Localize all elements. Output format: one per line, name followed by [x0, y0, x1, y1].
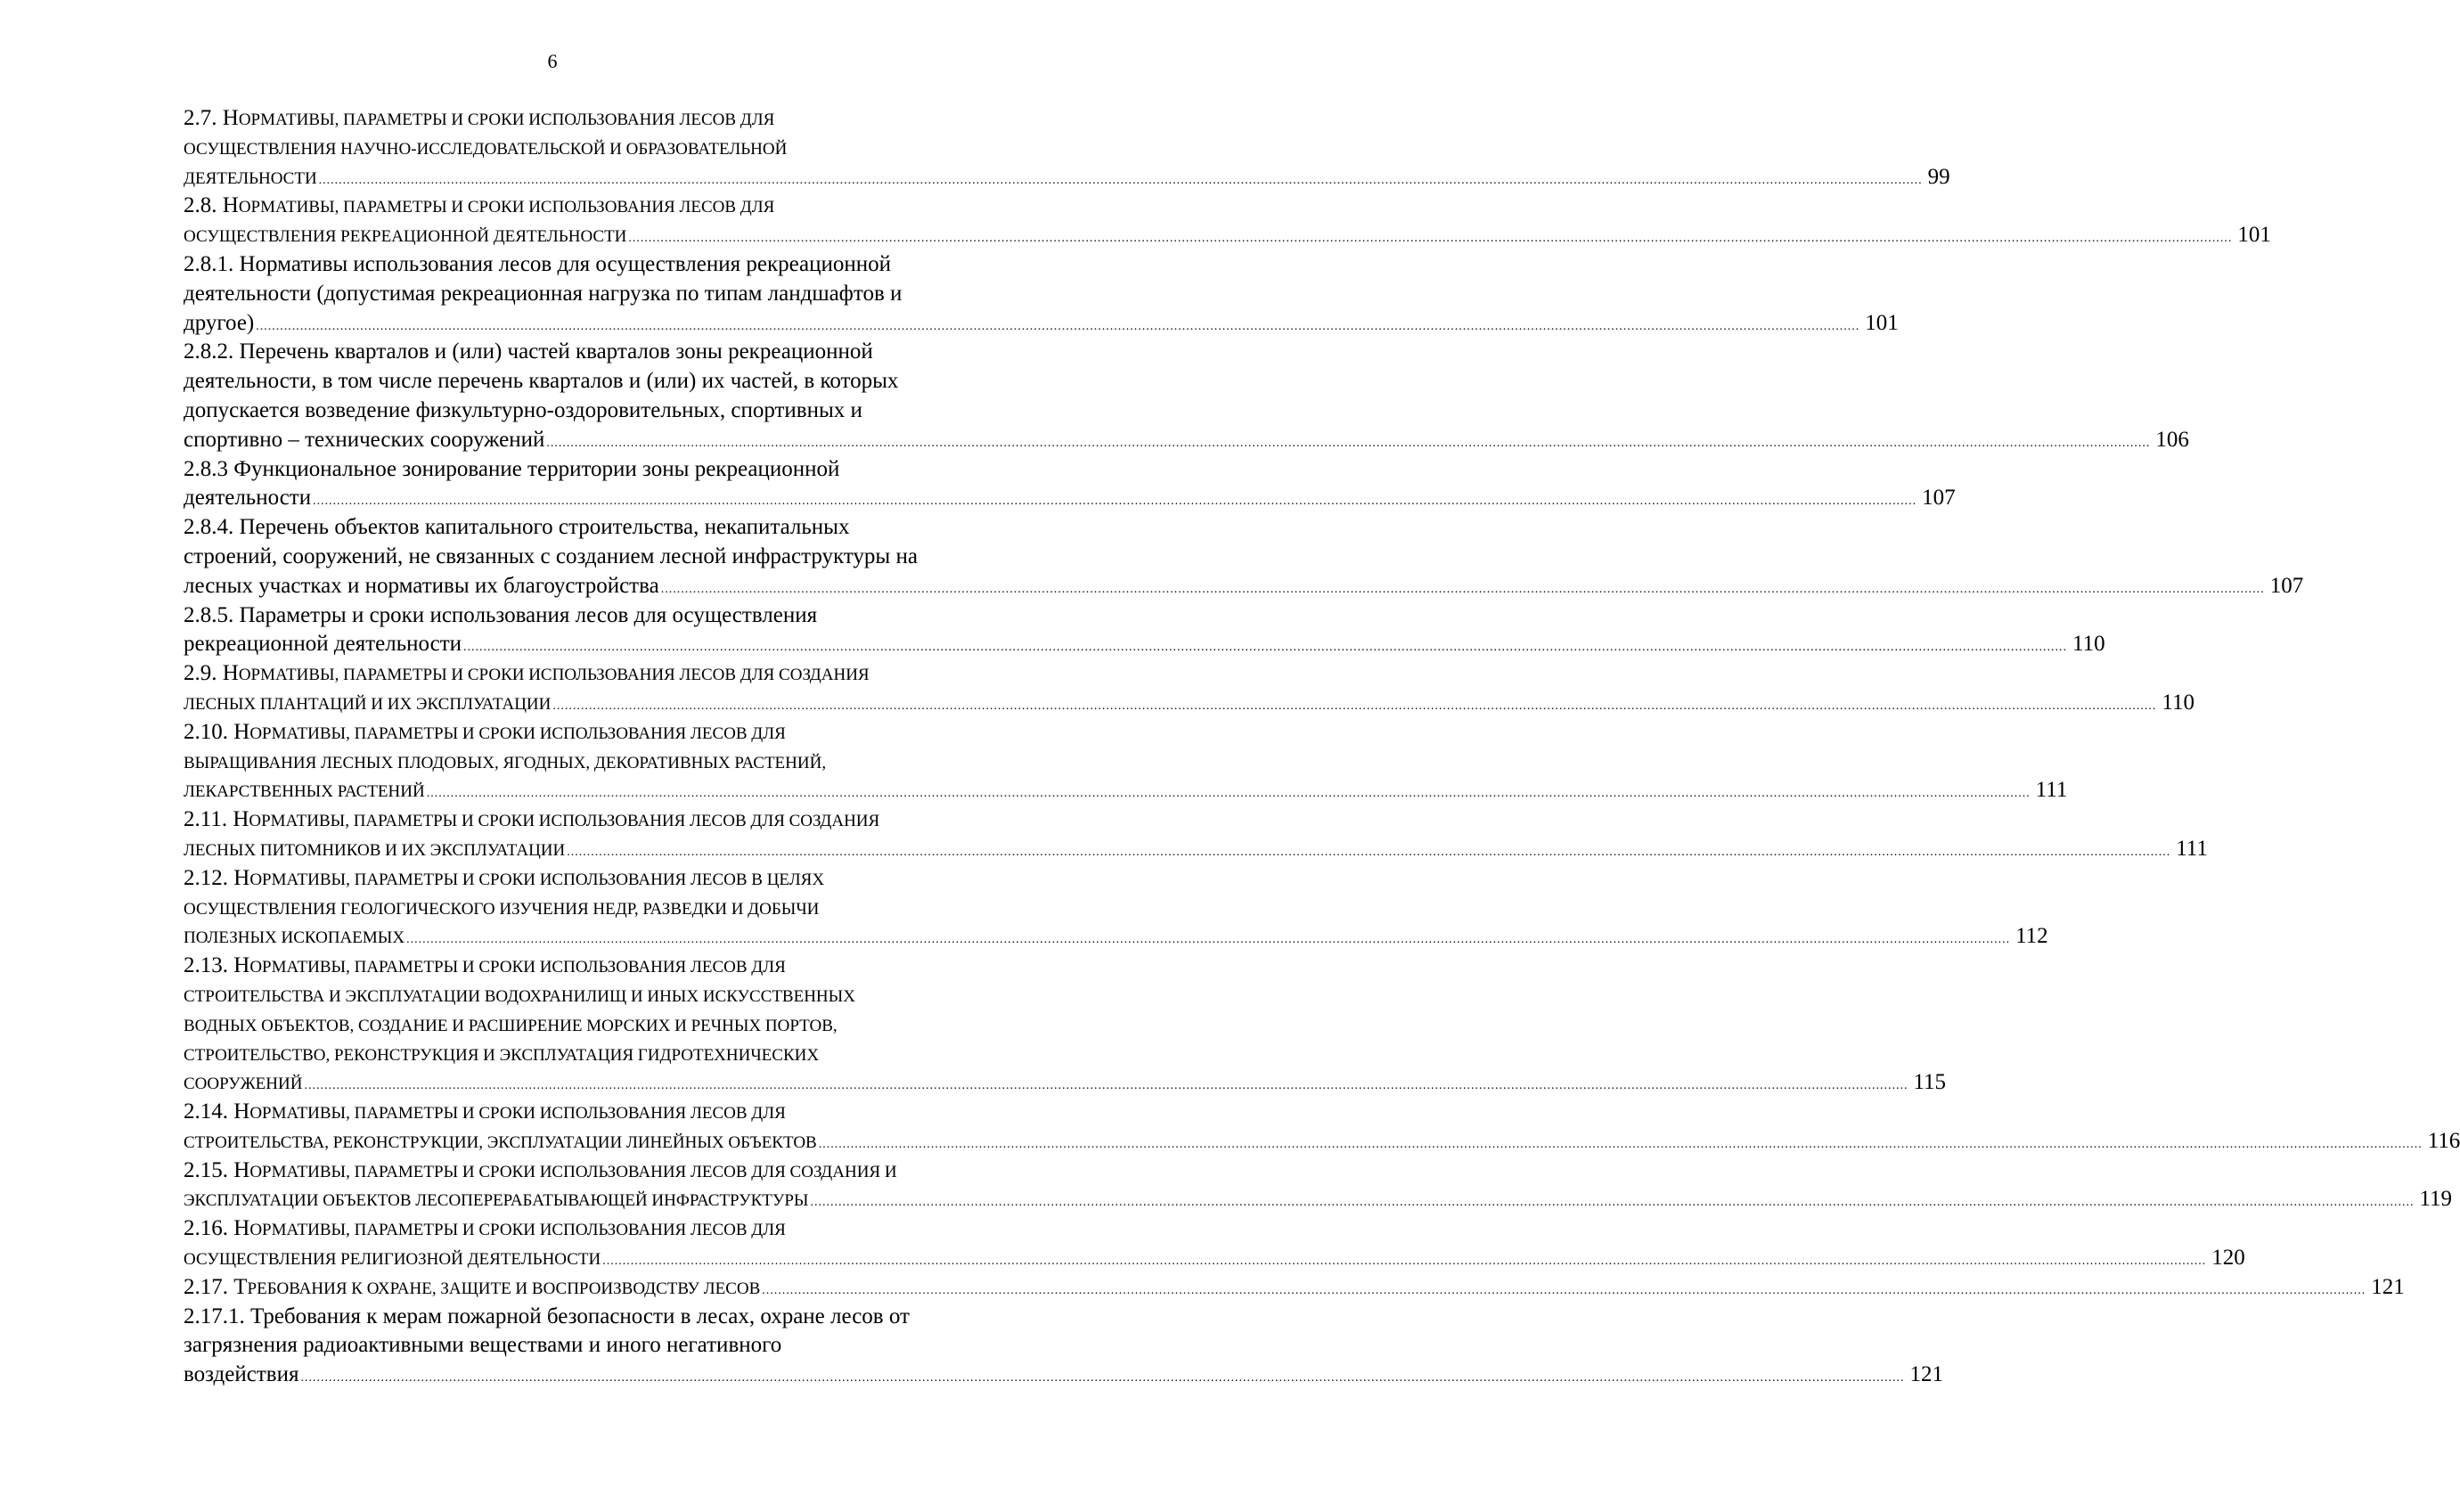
toc-entry-text: СТРОИТЕЛЬСТВО, РЕКОНСТРУКЦИЯ И ЭКСПЛУАТАЦИЯ ГИДРОТЕХНИЧЕСКИХ [184, 1045, 820, 1065]
dot-leader: ................................................................................................................................................................................................................................................................................................................................................................................................................ [300, 1371, 1905, 1385]
toc-page-number: 112 [2015, 924, 2048, 949]
toc-entry-text: 2.15. НОРМАТИВЫ, ПАРАМЕТРЫ И СРОКИ ИСПОЛЬЗОВАНИЯ ЛЕСОВ ДЛЯ СОЗДАНИЯ И [184, 1157, 897, 1182]
toc-entry [184, 601, 2105, 660]
toc-entry-text: 2.9. НОРМАТИВЫ, ПАРАМЕТРЫ И СРОКИ ИСПОЛЬЗОВАНИЯ ЛЕСОВ ДЛЯ СОЗДАНИЯ [184, 661, 870, 686]
toc-entry-text: спортивно – технических сооружений [184, 427, 545, 452]
dot-leader: ................................................................................................................................................................................................................................................................................................................................................................................................................ [304, 1079, 1908, 1093]
toc-entry-text: 2.7. НОРМАТИВЫ, ПАРАМЕТРЫ И СРОКИ ИСПОЛЬЗОВАНИЯ ЛЕСОВ ДЛЯ [184, 106, 775, 130]
toc-entry-line [184, 250, 1030, 280]
toc-entry-text: 2.14. НОРМАТИВЫ, ПАРАМЕТРЫ И СРОКИ ИСПОЛЬЗОВАНИЯ ЛЕСОВ ДЛЯ [184, 1099, 786, 1124]
toc-entry-line [184, 309, 1899, 339]
toc-entry-line [184, 367, 1030, 396]
toc-entry-line [184, 104, 1030, 134]
toc-entry-text: ПОЛЕЗНЫХ ИСКОПАЕМЫХ [184, 928, 405, 948]
toc-entry-text: 2.17.1. Требования к мерам пожарной безопасности в лесах, охране лесов от [184, 1304, 910, 1328]
toc-page-number: 111 [2176, 836, 2208, 861]
toc-entry-line [184, 689, 2194, 718]
toc-entry-line [184, 1156, 1030, 1186]
toc-page-number: 101 [1865, 310, 1899, 335]
toc-page-number: 107 [1922, 486, 1956, 511]
toc-entry-text: рекреационной деятельности [184, 632, 462, 657]
toc-entry-line [184, 338, 1030, 367]
toc-page-number: 116 [2427, 1128, 2460, 1153]
dot-leader: ................................................................................................................................................................................................................................................................................................................................................................................................................ [546, 436, 2151, 450]
toc-entry-line [184, 981, 1030, 1010]
toc-entry-text: ВЫРАЩИВАНИЯ ЛЕСНЫХ ПЛОДОВЫХ, ЯГОДНЫХ, ДЕКОРАТИВНЫХ РАСТЕНИЙ, [184, 753, 827, 772]
toc-entry-line [184, 1361, 1943, 1390]
toc-entry-text: допускается возведение физкультурно-оздоровительных, спортивных и [184, 397, 862, 422]
toc-entry-line [184, 776, 2068, 805]
toc-entry-line [184, 484, 1956, 513]
toc-entry-line [184, 864, 1030, 894]
toc-entry-line [184, 1040, 1030, 1069]
toc-entry-text: 2.12. НОРМАТИВЫ, ПАРАМЕТРЫ И СРОКИ ИСПОЛЬЗОВАНИЯ ЛЕСОВ В ЦЕЛЯХ [184, 865, 825, 890]
toc-page-number: 119 [2419, 1187, 2453, 1212]
toc-entry [184, 513, 2304, 601]
toc-page-number: 101 [2237, 223, 2271, 248]
dot-leader: ................................................................................................................................................................................................................................................................................................................................................................................................................ [313, 494, 1917, 509]
toc-entry-line [184, 659, 1030, 689]
dot-leader: ................................................................................................................................................................................................................................................................................................................................................................................................................ [256, 319, 1860, 333]
toc-entry-text: 2.8. НОРМАТИВЫ, ПАРАМЕТРЫ И СРОКИ ИСПОЛЬЗОВАНИЯ ЛЕСОВ ДЛЯ [184, 193, 775, 218]
toc-entry-line [184, 1127, 2460, 1156]
toc-entry-text: ОСУЩЕСТВЛЕНИЯ РЕКРЕАЦИОННОЙ ДЕЯТЕЛЬНОСТИ [184, 227, 627, 247]
toc-entry-line [184, 221, 2271, 250]
toc-entry-line [184, 952, 1030, 981]
toc-entry-text: ВОДНЫХ ОБЪЕКТОВ, СОЗДАНИЕ И РАСШИРЕНИЕ МОРСКИХ И РЕЧНЫХ ПОРТОВ, [184, 1016, 838, 1035]
toc-entry-text: 2.8.1. Нормативы использования лесов для осуществления рекреационной [184, 251, 891, 276]
toc-entry-line [184, 1273, 2405, 1303]
toc-entry-text: СООРУЖЕНИЙ [184, 1075, 303, 1094]
toc-entry-text: 2.10. НОРМАТИВЫ, ПАРАМЕТРЫ И СРОКИ ИСПОЛЬЗОВАНИЯ ЛЕСОВ ДЛЯ [184, 719, 786, 744]
toc-entry-line [184, 1098, 1030, 1127]
toc-entry-text: СТРОИТЕЛЬСТВА, РЕКОНСТРУКЦИИ, ЭКСПЛУАТАЦИИ ЛИНЕЙНЫХ ОБЪЕКТОВ [184, 1132, 817, 1152]
toc-entry-text: 2.8.4. Перечень объектов капитального строительства, некапитальных [184, 515, 850, 540]
toc-entry-text: ЛЕСНЫХ ПИТОМНИКОВ И ИХ ЭКСПЛУАТАЦИИ [184, 840, 566, 860]
toc-entry-line [184, 835, 2208, 864]
toc-entry-line [184, 513, 1030, 543]
toc-entry [184, 1098, 2460, 1156]
toc-entry-text: 2.8.2. Перечень кварталов и (или) частей кварталов зоны рекреационной [184, 339, 873, 364]
toc-entry-line [184, 396, 1030, 426]
toc-entry-text: 2.11. НОРМАТИВЫ, ПАРАМЕТРЫ И СРОКИ ИСПОЛЬЗОВАНИЯ ЛЕСОВ ДЛЯ СОЗДАНИЯ [184, 807, 880, 832]
page-number: 6 [547, 50, 558, 72]
toc-entry-line [184, 1331, 1030, 1361]
toc-entry [184, 805, 2208, 864]
dot-leader: ................................................................................................................................................................................................................................................................................................................................................................................................................ [463, 641, 2067, 655]
toc-page-number: 120 [2211, 1246, 2245, 1271]
toc-entry-line [184, 572, 2304, 601]
toc-entry-text: деятельности (допустимая рекреационная нагрузка по типам ландшафтов и [184, 281, 903, 306]
toc-entry-text: 2.8.5. Параметры и сроки использования лесов для осуществления [184, 602, 818, 627]
toc-entry [184, 659, 2194, 718]
toc-entry-text: 2.13. НОРМАТИВЫ, ПАРАМЕТРЫ И СРОКИ ИСПОЛЬЗОВАНИЯ ЛЕСОВ ДЛЯ [184, 953, 786, 978]
toc-entry-line [184, 630, 2105, 659]
toc-entry [184, 104, 1950, 192]
toc-entry-text: ОСУЩЕСТВЛЕНИЯ РЕЛИГИОЗНОЙ ДЕЯТЕЛЬНОСТИ [184, 1250, 601, 1270]
toc-entry-text: ДЕЯТЕЛЬНОСТИ [184, 168, 317, 188]
toc-entry-text: 2.17. ТРЕБОВАНИЯ К ОХРАНЕ, ЗАЩИТЕ И ВОСПРОИЗВОДСТВУ ЛЕСОВ [184, 1274, 761, 1299]
toc-entry [184, 250, 1899, 338]
toc-page-number: 121 [2371, 1274, 2405, 1299]
toc-entry-line [184, 134, 1030, 163]
toc-page-number: 106 [2155, 427, 2189, 452]
table-of-contents [184, 104, 2460, 1390]
dot-leader: ................................................................................................................................................................................................................................................................................................................................................................................................................ [318, 173, 1923, 187]
toc-entry-line [184, 280, 1030, 309]
toc-entry-text: деятельности, в том числе перечень кварталов и (или) их частей, в которых [184, 369, 899, 394]
dot-leader: ................................................................................................................................................................................................................................................................................................................................................................................................................ [762, 1283, 2366, 1297]
toc-entry-text: строений, сооружений, не связанных с созданием лесной инфраструктуры на [184, 544, 918, 568]
toc-entry-text: другое) [184, 310, 255, 335]
dot-leader: ................................................................................................................................................................................................................................................................................................................................................................................................................ [567, 845, 2171, 859]
toc-entry [184, 1273, 2405, 1303]
toc-entry-line [184, 1214, 1030, 1244]
toc-entry-line [184, 455, 1030, 485]
toc-page-number: 110 [2072, 632, 2105, 657]
toc-entry [184, 1214, 2245, 1273]
toc-entry-line [184, 894, 1030, 923]
toc-entry [184, 864, 2048, 952]
toc-entry-text: ЛЕСНЫХ ПЛАНТАЦИЙ И ИХ ЭКСПЛУАТАЦИИ [184, 694, 552, 714]
toc-entry-line [184, 922, 2048, 952]
dot-leader: ................................................................................................................................................................................................................................................................................................................................................................................................................ [818, 1137, 2423, 1151]
toc-entry-text: 2.16. НОРМАТИВЫ, ПАРАМЕТРЫ И СРОКИ ИСПОЛЬЗОВАНИЯ ЛЕСОВ ДЛЯ [184, 1216, 786, 1241]
toc-page-number: 107 [2269, 573, 2304, 598]
toc-entry-line [184, 805, 1030, 835]
dot-leader: ................................................................................................................................................................................................................................................................................................................................................................................................................ [426, 787, 2031, 801]
toc-page-number: 115 [1913, 1070, 1947, 1095]
toc-entry [184, 192, 2271, 250]
dot-leader: ................................................................................................................................................................................................................................................................................................................................................................................................................ [628, 232, 2233, 246]
toc-entry-text: ОСУЩЕСТВЛЕНИЯ НАУЧНО-ИССЛЕДОВАТЕЛЬСКОЙ И ОБРАЗОВАТЕЛЬНОЙ [184, 139, 788, 159]
toc-entry [184, 952, 1947, 1098]
toc-entry [184, 1156, 2453, 1215]
dot-leader: ................................................................................................................................................................................................................................................................................................................................................................................................................ [602, 1255, 2207, 1269]
toc-entry-text: лесных участках и нормативы их благоустройства [184, 573, 659, 598]
toc-entry-line [184, 1185, 2453, 1214]
toc-entry-text: СТРОИТЕЛЬСТВА И ЭКСПЛУАТАЦИИ ВОДОХРАНИЛИЩ И ИНЫХ ИСКУССТВЕННЫХ [184, 986, 855, 1006]
toc-entry-text: ЭКСПЛУАТАЦИИ ОБЪЕКТОВ ЛЕСОПЕРЕРАБАТЫВАЮЩЕЙ ИНФРАСТРУКТУРЫ [184, 1191, 809, 1211]
toc-entry-text: ОСУЩЕСТВЛЕНИЯ ГЕОЛОГИЧЕСКОГО ИЗУЧЕНИЯ НЕДР, РАЗВЕДКИ И ДОБЫЧИ [184, 899, 820, 919]
toc-entry-line [184, 1010, 1030, 1040]
toc-entry-text: 2.8.3 Функциональное зонирование территории зоны рекреационной [184, 456, 840, 481]
toc-entry-text: загрязнения радиоактивными веществами и иного негативного [184, 1333, 782, 1358]
toc-entry [184, 455, 1956, 514]
toc-entry-text: деятельности [184, 486, 312, 511]
toc-entry-line [184, 543, 1030, 572]
toc-entry-line [184, 426, 2189, 455]
toc-entry [184, 718, 2068, 805]
dot-leader: ................................................................................................................................................................................................................................................................................................................................................................................................................ [810, 1196, 2415, 1210]
dot-leader: ................................................................................................................................................................................................................................................................................................................................................................................................................ [406, 933, 2011, 947]
toc-entry-line [184, 1068, 1947, 1098]
toc-entry [184, 338, 2189, 454]
toc-entry-text: воздействия [184, 1362, 299, 1387]
dot-leader: ................................................................................................................................................................................................................................................................................................................................................................................................................ [660, 582, 2265, 596]
toc-entry-line [184, 718, 1030, 748]
toc-entry-line [184, 192, 1030, 221]
toc-entry-line [184, 1303, 1030, 1332]
toc-page-number: 99 [1927, 164, 1950, 189]
toc-page-number: 110 [2162, 690, 2194, 715]
toc-page-number: 121 [1909, 1362, 1943, 1387]
toc-entry-line [184, 1244, 2245, 1273]
toc-entry-line [184, 601, 1030, 631]
toc-entry-line [184, 163, 1950, 192]
toc-page-number: 111 [2035, 778, 2068, 803]
toc-entry-line [184, 748, 1030, 777]
toc-entry-text: ЛЕКАРСТВЕННЫХ РАСТЕНИЙ [184, 782, 425, 802]
toc-entry [184, 1303, 1943, 1390]
dot-leader: ................................................................................................................................................................................................................................................................................................................................................................................................................ [552, 699, 2157, 713]
